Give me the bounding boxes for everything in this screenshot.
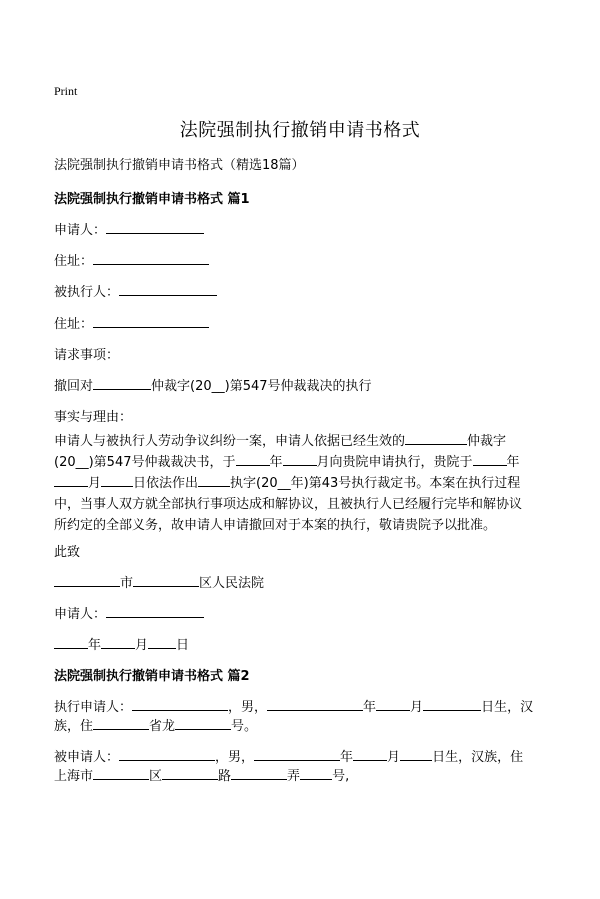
respondent-line — [54, 281, 217, 300]
address-label: 住址： — [54, 317, 94, 332]
applicant-line-2 — [54, 603, 204, 622]
blank — [283, 453, 317, 466]
applicant-line — [54, 219, 204, 238]
facts-line: 月 日依法作出 执字(20__年)第43号执行裁定书。本案在执行过程 — [54, 473, 554, 494]
date-line: 年 月 日 — [54, 634, 189, 653]
facts-paragraph — [54, 431, 554, 536]
blank — [473, 453, 507, 466]
respondent-blank — [119, 283, 217, 296]
blank — [400, 748, 432, 761]
document-subtitle: 法院强制执行撤销申请书格式（精选18篇） — [54, 158, 305, 173]
section-1-heading: 法院强制执行撤销申请书格式 篇1 — [54, 192, 250, 207]
facts-label: 事实与理由： — [54, 410, 133, 425]
request-text-post: 仲裁字(20__)第547号仲裁裁决的执行 — [151, 379, 372, 394]
year-blank — [54, 636, 88, 649]
blank — [423, 698, 481, 711]
address-label: 住址： — [54, 254, 94, 269]
day-blank — [148, 636, 176, 649]
section-2-heading: 法院强制执行撤销申请书格式 篇2 — [54, 669, 250, 684]
respondent-line-2: 上海市 区 路 弄 号, — [54, 769, 350, 784]
court-line — [54, 572, 264, 591]
blank — [267, 698, 363, 711]
print-label: Print — [54, 84, 78, 98]
blank — [376, 698, 410, 711]
request-text-pre: 撤回对 — [54, 379, 94, 394]
blank — [175, 717, 231, 730]
blank — [198, 474, 230, 487]
address-line-1 — [54, 250, 209, 269]
exec-applicant-line-2: 族，住 省龙 号。 — [54, 719, 258, 734]
respondent-label: 被执行人： — [54, 285, 120, 300]
blank — [101, 474, 133, 487]
blank — [231, 767, 287, 780]
facts-line: 申请人与被执行人劳动争议纠纷一案，申请人依据已经生效的 仲裁字 — [54, 434, 507, 449]
name-blank — [119, 748, 215, 761]
facts-line: 所约定的全部义务，故申请人申请撤回对于本案的执行，敬请贵院予以批准。 — [54, 518, 497, 533]
blank — [93, 767, 149, 780]
address-line-2 — [54, 313, 209, 332]
court-city: 市 — [120, 576, 134, 591]
request-text — [54, 375, 372, 394]
request-blank — [93, 377, 151, 390]
applicant-blank — [106, 605, 204, 618]
applicant-blank — [106, 221, 204, 234]
applicant-label: 申请人： — [54, 607, 107, 622]
respondent-line-1: 被申请人： ，男， 年 月 日生，汉族，住 — [54, 750, 524, 765]
city-blank — [54, 574, 120, 587]
salutation: 此致 — [54, 545, 81, 560]
request-label: 请求事项： — [54, 348, 120, 363]
blank — [93, 717, 149, 730]
facts-line: (20__)第547号仲裁裁决书，于 年 月向贵院申请执行，贵院于 年 — [54, 455, 520, 470]
blank — [54, 474, 88, 487]
blank — [236, 453, 270, 466]
exec-applicant-line-1: 执行申请人： ，男， 年 月 日生，汉 — [54, 700, 534, 715]
blank — [300, 767, 332, 780]
court-name: 区人民法院 — [199, 576, 265, 591]
blank — [162, 767, 218, 780]
blank — [254, 748, 340, 761]
district-blank — [133, 574, 199, 587]
blank — [405, 432, 467, 445]
address-blank — [93, 315, 209, 328]
address-blank — [93, 252, 209, 265]
blank — [353, 748, 387, 761]
facts-line: 中，当事人双方就全部执行事项达成和解协议，且被执行人已经履行完毕和解协议 — [54, 497, 523, 512]
document-title: 法院强制执行撤销申请书格式 — [179, 120, 421, 141]
month-blank — [101, 636, 135, 649]
name-blank — [132, 698, 228, 711]
applicant-label: 申请人： — [54, 223, 107, 238]
